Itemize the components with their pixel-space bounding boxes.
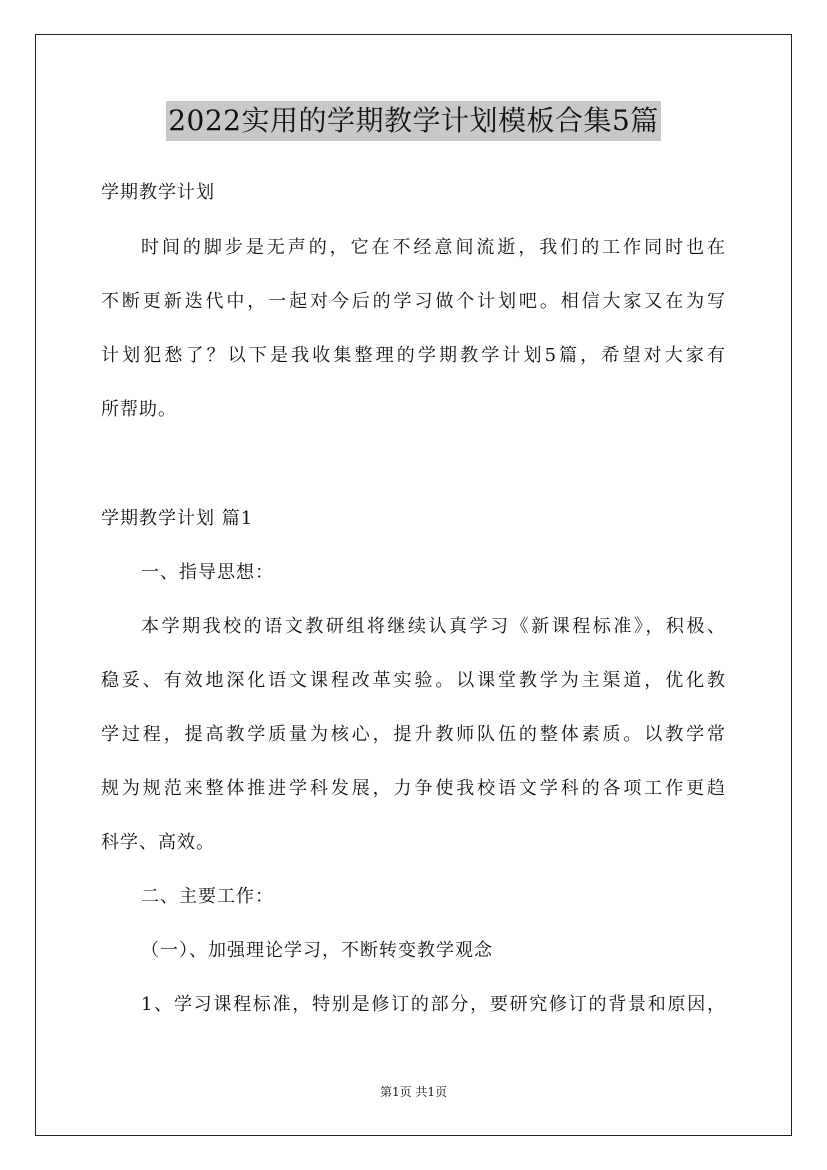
document-title: 2022实用的学期教学计划模板合集5篇 — [166, 101, 661, 141]
intro-line-2: 不断更新迭代中，一起对今后的学习做个计划吧。相信大家又在为写 — [101, 291, 726, 312]
intro-line-3: 计划犯愁了？以下是我收集整理的学期教学计划5篇，希望对大家有 — [101, 345, 726, 366]
part1-line-3: 学过程，提高教学质量为核心，提升教师队伍的整体素质。以教学常 — [101, 724, 726, 745]
page-footer: 第1页 共1页 — [379, 1085, 448, 1099]
part1-line-1: 本学期我校的语文教研组将继续认真学习《新课程标准》，积极、 — [141, 616, 726, 637]
part1-line-4: 规为规范来整体推进学科发展，力争使我校语文学科的各项工作更趋 — [101, 778, 726, 799]
intro-heading: 学期教学计划 — [101, 182, 215, 203]
part1-line-2: 稳妥、有效地深化语文课程改革实验。以课堂教学为主渠道，优化教 — [101, 670, 726, 691]
title-container — [0, 101, 827, 141]
part1-heading: 一、指导思想： — [141, 562, 274, 583]
subheading-1: （一）、加强理论学习，不断转变教学观念 — [141, 940, 493, 961]
intro-line-4: 所帮助。 — [101, 399, 177, 420]
intro-line-1: 时间的脚步是无声的，它在不经意间流逝，我们的工作同时也在 — [141, 237, 726, 258]
part1-line-5: 科学、高效。 — [101, 832, 215, 853]
item-1: 1、学习课程标准，特别是修订的部分，要研究修订的背景和原因， — [141, 994, 726, 1015]
section1-heading: 学期教学计划 篇1 — [101, 508, 254, 529]
part2-heading: 二、主要工作： — [141, 886, 274, 907]
